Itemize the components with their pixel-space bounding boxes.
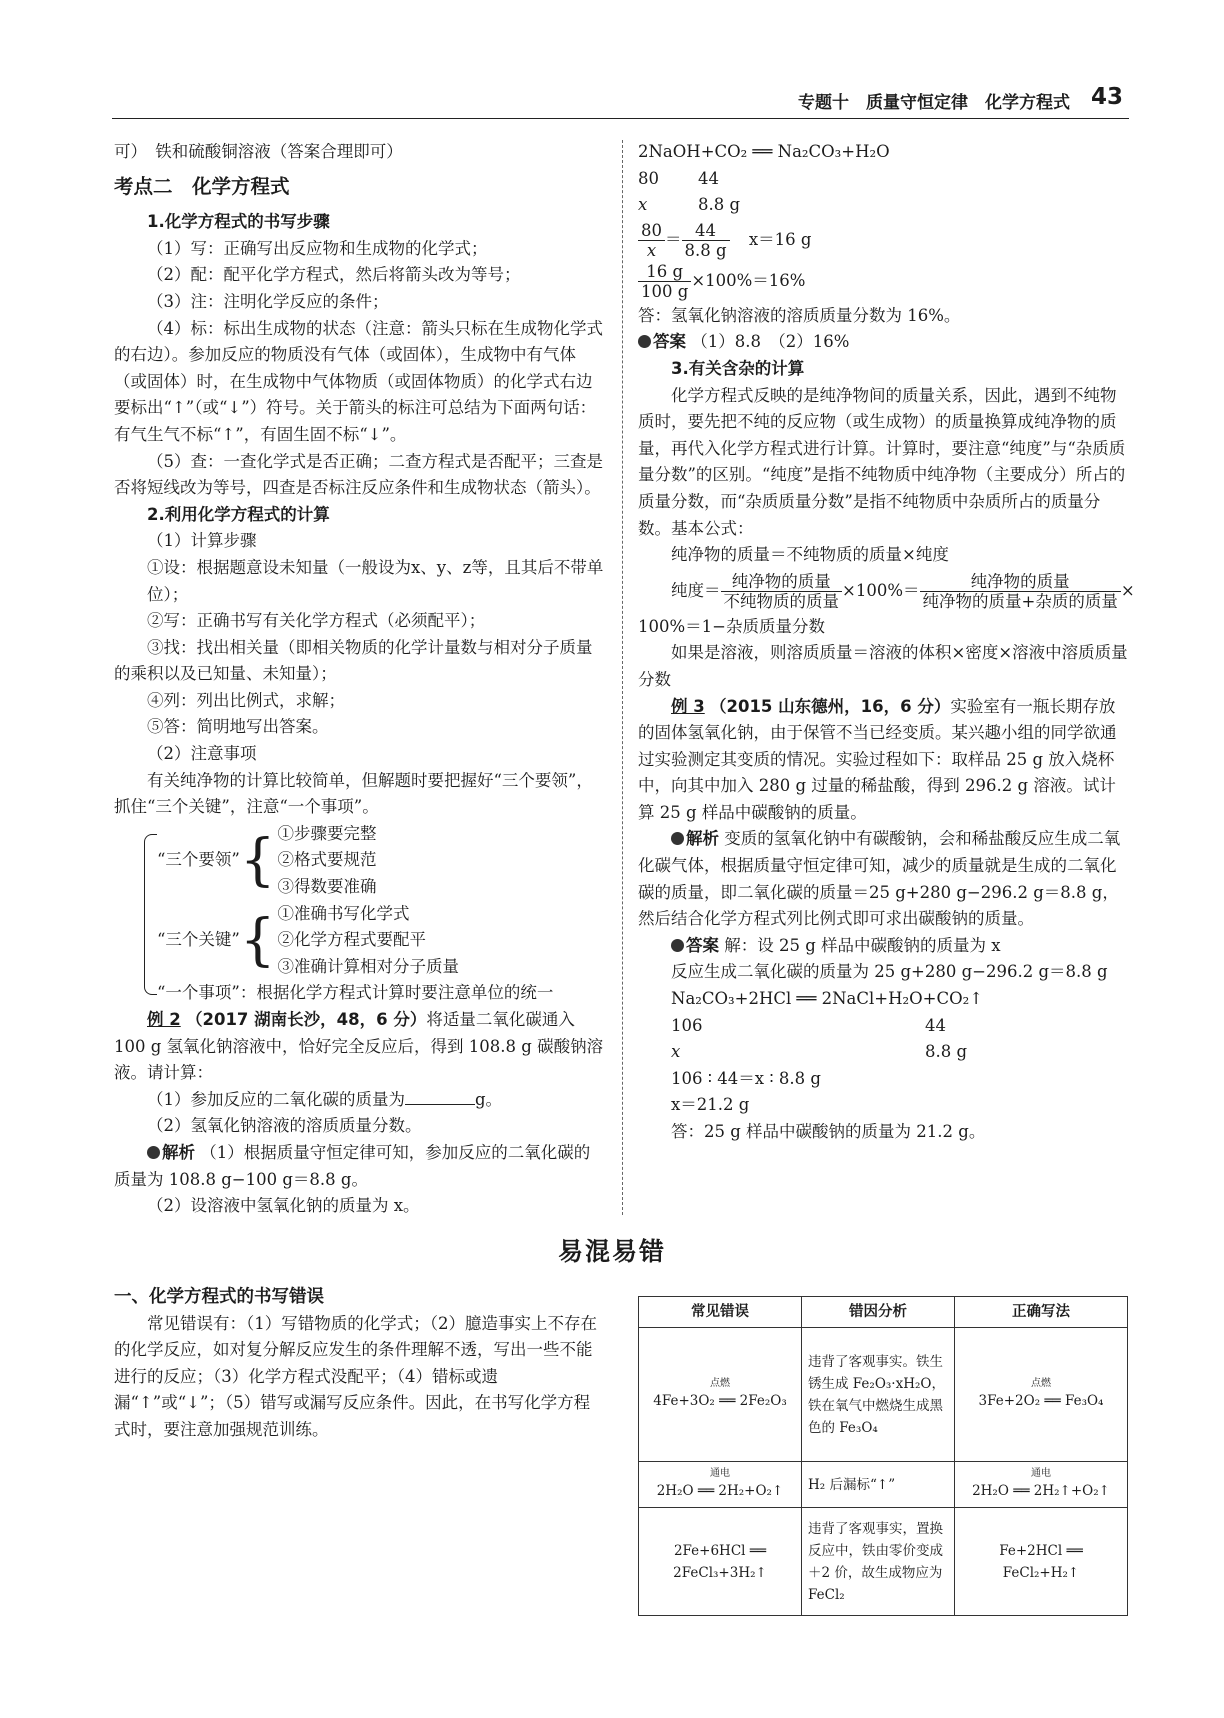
brace-item: ②化学方程式要配平 (277, 930, 427, 950)
text-line: （3）注：注明化学反应的条件； (147, 291, 389, 311)
brace-diagram (144, 821, 604, 1007)
answer-blank (405, 1090, 475, 1105)
topic-title: 专题十 质量守恒定律 化学方程式 (798, 93, 1070, 113)
answer-text: （1）8.8 （2）16% (691, 332, 850, 352)
ratio-row: x 8.8 g (671, 1042, 968, 1062)
example-3 (638, 694, 1128, 827)
analysis-icon (671, 832, 684, 845)
text-line: 可） 铁和硫酸铜溶液（答案合理即可） (114, 142, 403, 161)
analysis-label: 解析 (162, 1142, 195, 1162)
question-1 (114, 1087, 604, 1114)
table-cell: 2Fe+6HCl ══ 2FeCl₃+3H₂↑ (639, 1508, 802, 1616)
text-line: （2）设溶液中氢氧化钠的质量为 x。 (147, 1196, 420, 1216)
paragraph: 如果是溶液，则溶质质量＝溶液的体积×密度×溶液中溶质质量分数 (638, 643, 1128, 689)
text-line: 反应生成二氧化碳的质量为 25 g+280 g−296.2 g＝8.8 g (671, 962, 1108, 982)
curly-brace: { (239, 827, 276, 893)
result: ×100%＝16% (691, 270, 806, 290)
brace-label: “一个事项”：根据化学方程式计算时要注意单位的统一 (157, 983, 554, 1003)
fraction: $\frac{16 g}{100 g}$ (638, 262, 691, 301)
brace-item: ③得数要准确 (277, 877, 377, 897)
equation: Na₂CO₃+2HCl ══ 2NaCl+H₂O+CO₂↑ (671, 989, 984, 1009)
right-column (638, 139, 1135, 1146)
text-line: （2）注意事项 (147, 744, 257, 764)
example-text: 实验室有一瓶长期存放的固体氢氧化钠，由于保管不当已经变质。某兴趣小组的同学欲通过实验测定其变质的情况。实验过程如下：取样品 25 g 放入烧杯中，向其中加入 280 g 过量的稀盐酸，得到 296.2 g 溶液。试计算 25 g 样品中碳酸钠的质量。 (638, 696, 1117, 822)
fraction: $\frac{\text{纯净物的质量}}{\text{纯净物的质量+杂质的质量}}$ (920, 572, 1121, 611)
fraction: $\frac{\text{纯净物的质量}}{\text{不纯物质的质量}}$ (721, 572, 843, 611)
section-title: 易混易错 (557, 1237, 666, 1266)
column-header: 常见错误 (639, 1297, 802, 1328)
analysis (114, 1140, 604, 1193)
equation: 2NaOH+CO₂ ══ Na₂CO₃+H₂O (638, 142, 890, 161)
answer-text: 解：设 25 g 样品中碳酸钠的质量为 x (724, 935, 1001, 955)
result: x＝16 g (748, 229, 812, 249)
question-text: （1）参加反应的二氧化碳的质量为 (147, 1089, 405, 1109)
table-header-row (639, 1297, 1128, 1328)
page-number: 43 (1090, 84, 1123, 110)
table-cell: 点燃 4Fe+3O₂ ══ 2Fe₂O₃ (639, 1328, 802, 1462)
answer-tag: 答案 (671, 936, 719, 955)
example-label: 例 2 (147, 1010, 181, 1029)
table-cell: H₂ 后漏标“↑” (802, 1462, 955, 1508)
answer-icon (671, 939, 684, 952)
text-line: ②写：正确书写有关化学方程式（必须配平）； (147, 611, 486, 631)
fraction: $\frac{44}{8.8 g}$ (682, 221, 730, 260)
text-line: 答：25 g 样品中碳酸钠的质量为 21.2 g。 (671, 1122, 986, 1141)
text-line: 答：氢氧化钠溶液的溶质质量分数为 16%。 (638, 305, 961, 325)
subheading: 3.有关含杂的计算 (671, 358, 805, 378)
header-rule (112, 118, 1129, 119)
formula-line: 100%＝1−杂质质量分数 (638, 616, 825, 636)
answer (638, 329, 1128, 356)
text-line: ⑤答：简明地写出答案。 (147, 717, 329, 737)
question-2: （2）氢氧化钠溶液的溶质质量分数。 (147, 1116, 422, 1136)
ratio-value: x (638, 195, 648, 215)
answer (638, 933, 1128, 960)
paragraph: （5）查：一查化学式是否正确；二查方程式是否配平；三查是否将短线改为等号，四查是否标注反应条件和生成物状态（箭头）。 (114, 451, 603, 498)
section-heading: 考点二 化学方程式 (114, 174, 290, 198)
table-row (639, 1328, 1128, 1462)
ratio-value: 44 (698, 168, 719, 188)
page-header (0, 84, 1224, 114)
left-column (114, 139, 604, 1220)
analysis-tag (147, 1143, 195, 1162)
analysis-icon (147, 1146, 160, 1159)
answer-tag: 答案 (638, 332, 686, 351)
ratio-row: 106 44 (671, 1015, 946, 1035)
question-unit: g。 (475, 1089, 503, 1109)
brace-item: ③准确计算相对分子质量 (277, 956, 460, 976)
column-divider (622, 140, 623, 1215)
table-cell: 违背了客观事实。铁生锈生成 Fe₂O₃·xH₂O，铁在氧气中燃烧生成黑色的 Fe₃O₄ (802, 1328, 955, 1462)
analysis-text: （1）根据质量守恒定律可知，参加反应的二氧化碳的质量为 108.8 g−100 g＝8.8 g。 (114, 1142, 591, 1189)
proportion: $\frac{80}{x}$ ＝ $\frac{44}{8.8 g}$ x＝16 g (638, 221, 1128, 260)
ratio-value: 80 (638, 168, 659, 188)
example-2 (114, 1007, 604, 1087)
example-label: 例 3 (671, 696, 705, 716)
subheading: 一、化学方程式的书写错误 (114, 1287, 324, 1307)
text-line: ④列：列出比例式，求解； (147, 690, 345, 710)
column-header: 错因分析 (802, 1297, 955, 1328)
analysis-text: 变质的氢氧化钠中有碳酸钠，会和稀盐酸反应生成二氧化碳气体，根据质量守恒定律可知，减少的质量就是生成的二氧化碳的质量，即二氧化碳的质量＝25 g+280 g−296.2 g＝8.8 g，然后结合化学方程式列比例式即可求出碳酸钠的质量。 (638, 829, 1121, 929)
analysis (638, 826, 1128, 932)
brace-label: “三个要领” (157, 850, 240, 870)
brace-item: ①步骤要完整 (277, 823, 377, 843)
text-line: 106 ∶ 44＝x ∶ 8.8 g (671, 1068, 821, 1088)
text-line: ①设：根据题意设未知量（一般设为x、y、z等，且其后不带单位）； (147, 557, 604, 604)
percent-calc (638, 262, 1128, 301)
brace-item: ①准确书写化学式 (277, 903, 410, 923)
text-line: （2）配：配平化学方程式，然后将箭头改为等号； (147, 265, 521, 285)
brace-label: “三个关键” (157, 930, 240, 950)
formula-line: 纯度＝ $\frac{\text{纯净物的质量}}{\text{不纯物质的质量}}$ ×100%＝ $\frac{\text{纯净物的质量}}{\text{纯净物的质量+杂质的质量}}$ × (671, 571, 1135, 611)
brace-item: ②格式要规范 (277, 850, 377, 870)
table-row (639, 1462, 1128, 1508)
table-cell: 点燃 3Fe+2O₂ ══ Fe₃O₄ (955, 1328, 1128, 1462)
paragraph: （4）标：标出生成物的状态（注意：箭头只标在生成物化学式的右边）。参加反应的物质没有气体（或固体），生成物中有气体（或固体）时，在生成物中气体物质（或固体物质）的化学式右边要标出“↑”（或“↓”）符号。关于箭头的标注可总结为下面两句话：有气生气不标“↑”，有固生固不标“↓”。 (114, 318, 603, 444)
column-header: 正确写法 (955, 1297, 1128, 1328)
paragraph: 化学方程式反映的是纯净物间的质量关系，因此，遇到不纯物质时，要先把不纯的反应物（或生成物）的质量换算成纯净物的质量，再代入化学方程式进行计算。计算时，要注意“纯度”与“杂质质量分数”的区别。“纯度”是指不纯物质中纯净物（主要成分）所占的质量分数，而“杂质质量分数”是指不纯物质中杂质所占的质量分数。基本公式： (638, 385, 1126, 538)
table-cell: Fe+2HCl ══ FeCl₂+H₂↑ (955, 1508, 1128, 1616)
answer-icon (638, 335, 651, 348)
left-column-bottom (114, 1284, 604, 1444)
subheading: 1.化学方程式的书写步骤 (147, 212, 330, 232)
subheading: 2.利用化学方程式的计算 (147, 504, 330, 524)
text-line: x＝21.2 g (671, 1095, 750, 1115)
text-line: （1）写：正确写出反应物和生成物的化学式； (147, 238, 488, 258)
formula-line: 纯净物的质量＝不纯物质的质量×纯度 (671, 545, 949, 565)
example-text: 将适量二氧化碳通入 100 g 氢氧化钠溶液中，恰好完全反应后，得到 108.8 g 碳酸钠溶液。请计算： (114, 1010, 604, 1083)
text-line: （1）计算步骤 (147, 531, 257, 551)
example-source: （2017 湖南长沙，48，6 分） (185, 1010, 427, 1029)
ratio-value: 8.8 g (698, 195, 741, 215)
paragraph: 有关纯净物的计算比较简单，但解题时要把握好“三个要领”，抓住“三个关键”，注意“一个事项”。 (114, 770, 593, 817)
table-cell: 违背了客观事实，置换反应中，铁由零价变成＋2 价，故生成物应为 FeCl₂ (802, 1508, 955, 1616)
ratio-row (638, 166, 1128, 193)
paragraph: 常见错误有：（1）写错物质的化学式；（2）臆造事实上不存在的化学反应，如对复分解反应发生的条件理解不透，写出一些不能进行的反应；（3）化学方程式没配平；（4）错标或遗漏“↑”或“↓”；（5）错写或漏写反应条件。因此，在书写化学方程式时，要注意加强规范训练。 (114, 1313, 597, 1439)
ratio-row (638, 192, 1128, 219)
example-source: （2015 山东德州，16，6 分） (709, 696, 951, 716)
table-cell: 通电 2H₂O ══ 2H₂+O₂↑ (639, 1462, 802, 1508)
analysis-tag: 解析 (671, 829, 719, 848)
error-table (638, 1296, 1128, 1616)
paragraph: ③找：找出相关量（即相关物质的化学计量数与相对分子质量的乘积以及已知量、未知量）； (114, 637, 593, 684)
curly-brace: { (239, 907, 276, 973)
fraction: $\frac{80}{x}$ (638, 221, 665, 260)
table-cell: 通电 2H₂O ══ 2H₂↑+O₂↑ (955, 1462, 1128, 1508)
table-row (639, 1508, 1128, 1616)
